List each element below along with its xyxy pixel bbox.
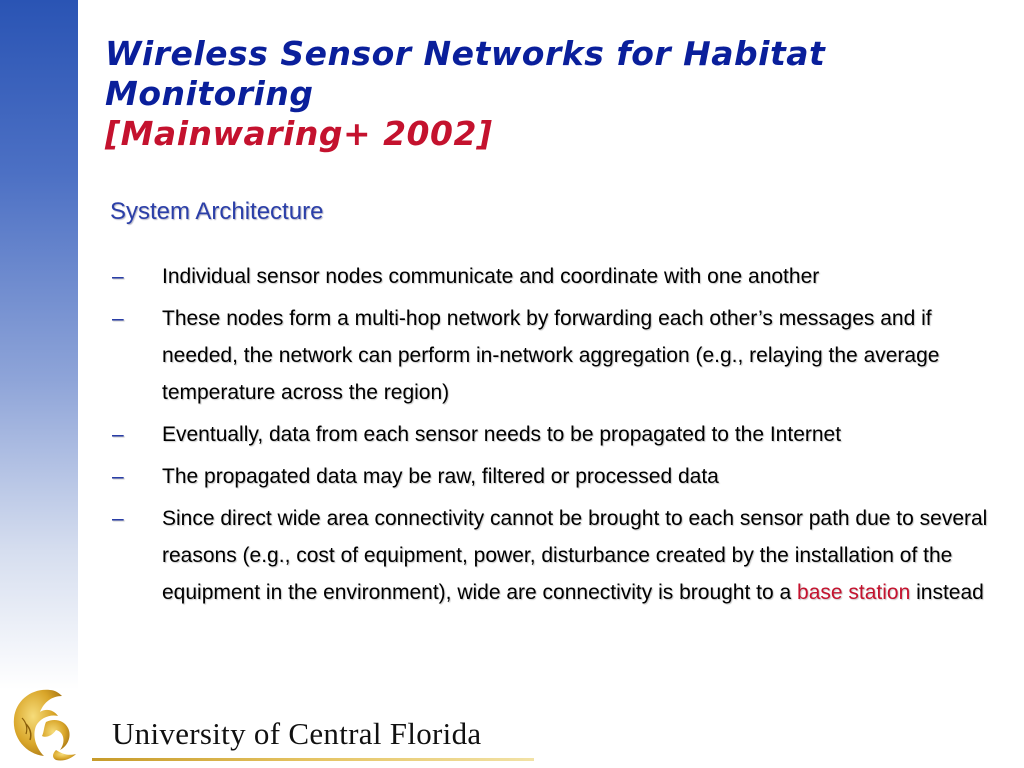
bullet-item bbox=[110, 300, 1010, 411]
bullet-list bbox=[110, 258, 1010, 616]
title-line-2: Monitoring bbox=[105, 74, 314, 113]
bullet-text: Eventually, data from each sensor needs to be propagated to the Internet bbox=[162, 423, 842, 446]
left-gradient-band bbox=[0, 0, 78, 690]
title-line-1: Wireless Sensor Networks for Habitat bbox=[105, 34, 826, 73]
slide-title bbox=[105, 34, 985, 154]
bullet-dash: – bbox=[112, 423, 124, 446]
bullet-text-end: instead bbox=[910, 581, 984, 604]
bullet-text: These nodes form a multi-hop network by forwarding each other’s messages and if needed, the network can perform in-network aggregation (e.g., relaying the average temperature across the region) bbox=[162, 307, 940, 404]
bullet-text-start: Since direct wide area connectivity cannot be brought to each sensor path due to several reasons (e.g., cost of equipment, power, disturbance created by the installation of the equipment in the environment), wide are connectivity is brought to a bbox=[162, 507, 988, 604]
section-heading: System Architecture bbox=[110, 198, 324, 225]
bullet-item bbox=[110, 258, 1010, 295]
university-name: University of Central Florida bbox=[112, 716, 482, 751]
bullet-dash: – bbox=[112, 507, 124, 530]
bullet-item bbox=[110, 500, 1010, 611]
bullet-dash: – bbox=[112, 265, 124, 288]
bullet-text: The propagated data may be raw, filtered or processed data bbox=[162, 465, 719, 488]
bullet-item bbox=[110, 416, 1010, 453]
bullet-text bbox=[162, 507, 987, 604]
bullet-item bbox=[110, 458, 1010, 495]
bullet-dash: – bbox=[112, 465, 124, 488]
title-citation: [Mainwaring+ 2002] bbox=[105, 114, 493, 153]
bullet-text: Individual sensor nodes communicate and coordinate with one another bbox=[162, 265, 820, 288]
pegasus-logo-icon bbox=[6, 684, 82, 764]
base-station-highlight: base station bbox=[797, 581, 911, 604]
footer-rule bbox=[92, 758, 534, 761]
bullet-dash: – bbox=[112, 307, 124, 330]
